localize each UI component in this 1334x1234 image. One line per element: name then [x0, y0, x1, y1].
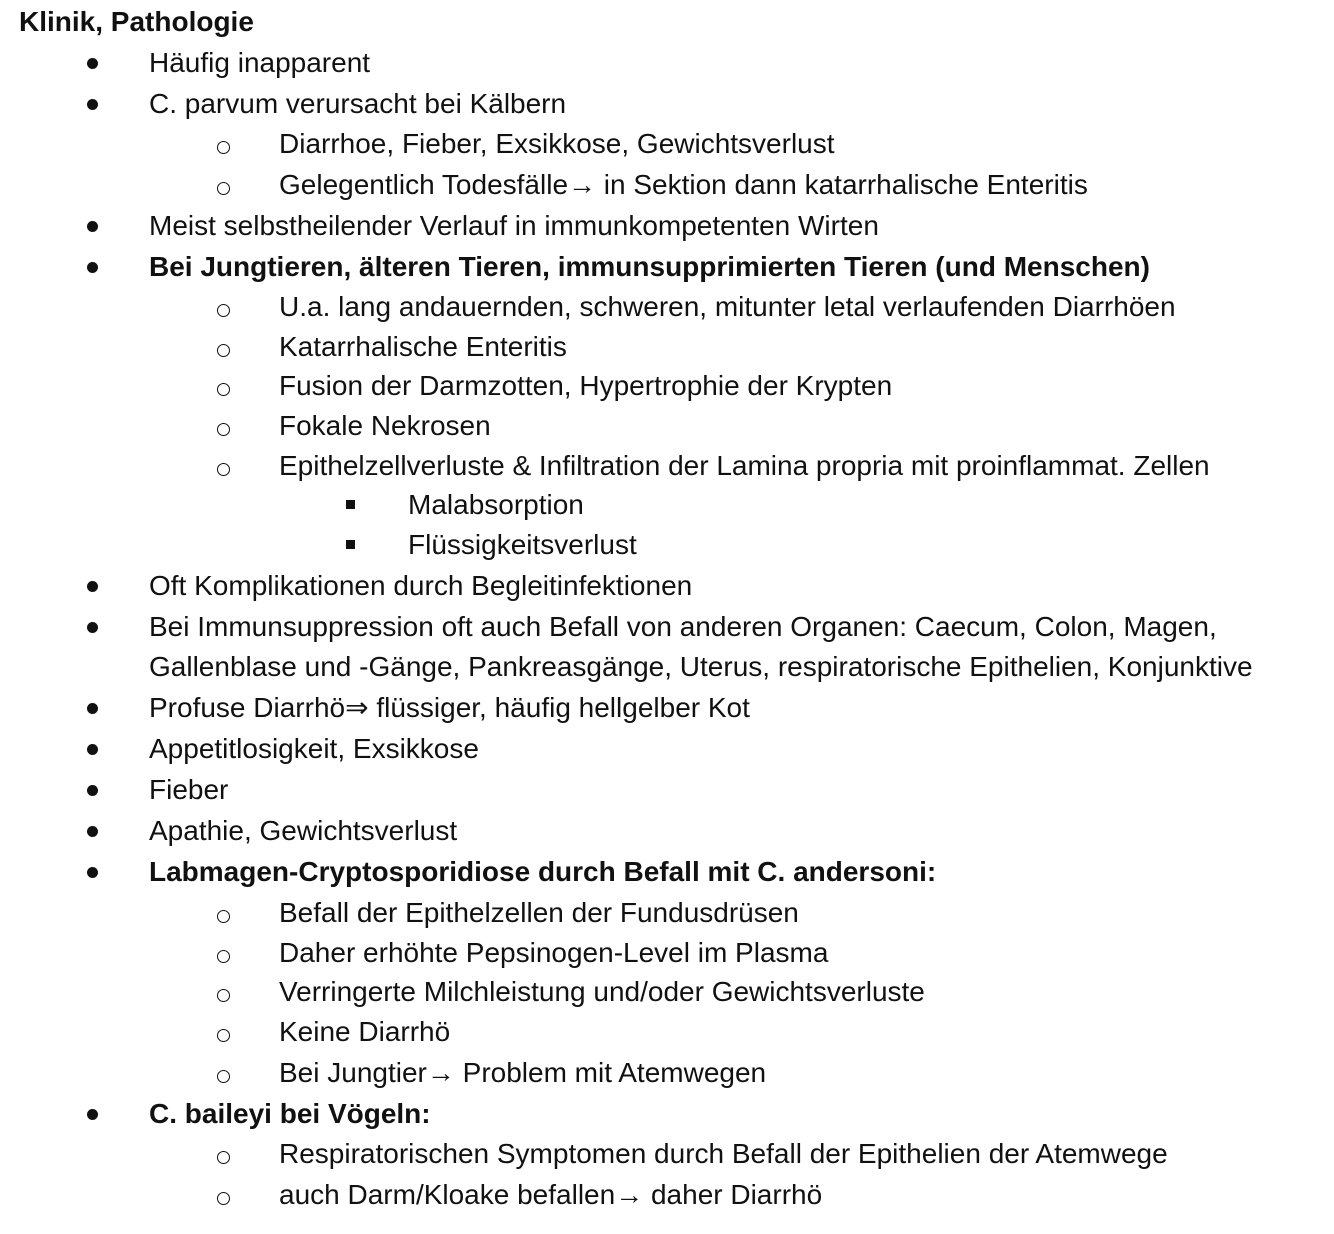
- list-item-text: Respiratorischen Symptomen durch Befall der Epithelien der Atemwege: [279, 1138, 1168, 1169]
- bullet-dot-icon: [83, 566, 103, 606]
- bullet-dot-icon: [83, 852, 103, 892]
- bullet-circle-icon: [214, 366, 234, 406]
- bullet-dot-icon: [83, 1094, 103, 1134]
- bullet-circle-icon: [214, 287, 234, 327]
- bullet-dot-icon: [83, 729, 103, 769]
- list-item-text: Profuse Diarrhö⇒ flüssiger, häufig hellgelber Kot: [149, 692, 750, 723]
- list-item-text: Daher erhöhte Pepsinogen-Level im Plasma: [279, 937, 829, 968]
- bullet-circle-icon: [214, 1175, 234, 1215]
- bullet-dot-icon: [83, 84, 103, 124]
- bullet-circle-icon: [214, 972, 234, 1012]
- bullet-dot-icon: [83, 607, 103, 647]
- bullet-circle-icon: [214, 1053, 234, 1093]
- list-item-text: Bei Immunsuppression oft auch Befall von anderen Organen: Caecum, Colon, Magen,: [149, 611, 1217, 642]
- bullet-circle-icon: [214, 893, 234, 933]
- page-title: Klinik, Pathologie: [19, 6, 254, 37]
- list-item-text: auch Darm/Kloake befallen→ daher Diarrhö: [279, 1179, 823, 1210]
- list-item-text: C. baileyi bei Vögeln:: [149, 1098, 431, 1129]
- list-item-text: Fieber: [149, 774, 229, 805]
- list-item-text: Diarrhoe, Fieber, Exsikkose, Gewichtsverlust: [279, 128, 835, 159]
- bullet-dot-icon: [83, 811, 103, 851]
- bullet-circle-icon: [214, 327, 234, 367]
- bullet-dot-icon: [83, 206, 103, 246]
- bullet-dot-icon: [83, 247, 103, 287]
- bullet-circle-icon: [214, 933, 234, 973]
- list-item-text: Epithelzellverluste & Infiltration der Lamina propria mit proinflammat. Zellen: [279, 450, 1210, 481]
- bullet-circle-icon: [214, 446, 234, 486]
- list-item-text: C. parvum verursacht bei Kälbern: [149, 88, 567, 119]
- list-item-text: Bei Jungtier→ Problem mit Atemwegen: [279, 1057, 767, 1088]
- bullet-dot-icon: [83, 770, 103, 810]
- bullet-square-icon: [342, 485, 362, 525]
- list-item-text: Gelegentlich Todesfälle→ in Sektion dann katarrhalische Enteritis: [279, 169, 1088, 200]
- list-item-text: Oft Komplikationen durch Begleitinfektionen: [149, 570, 693, 601]
- list-item-text: Gallenblase und -Gänge, Pankreasgänge, Uterus, respiratorische Epithelien, Konjunktive: [149, 651, 1253, 682]
- list-item-text: Labmagen-Cryptosporidiose durch Befall mit C. andersoni:: [149, 856, 937, 887]
- list-item-text: Malabsorption: [408, 489, 584, 520]
- bullet-circle-icon: [214, 1012, 234, 1052]
- bullet-dot-icon: [83, 43, 103, 83]
- list-item-text: Befall der Epithelzellen der Fundusdrüsen: [279, 897, 799, 928]
- bullet-circle-icon: [214, 124, 234, 164]
- bullet-dot-icon: [83, 688, 103, 728]
- list-item-text: Apathie, Gewichtsverlust: [149, 815, 458, 846]
- bullet-circle-icon: [214, 406, 234, 446]
- list-item-text: Keine Diarrhö: [279, 1016, 451, 1047]
- list-item-text: Appetitlosigkeit, Exsikkose: [149, 733, 479, 764]
- list-item-text: Verringerte Milchleistung und/oder Gewichtsverluste: [279, 976, 925, 1007]
- list-item-text: Fokale Nekrosen: [279, 410, 491, 441]
- bullet-circle-icon: [214, 1134, 234, 1174]
- bullet-circle-icon: [214, 165, 234, 205]
- list-item-text: Flüssigkeitsverlust: [408, 529, 637, 560]
- bullet-square-icon: [342, 525, 362, 565]
- list-item-text: Fusion der Darmzotten, Hypertrophie der Krypten: [279, 370, 893, 401]
- list-item-text: Häufig inapparent: [149, 47, 371, 78]
- list-item-text: U.a. lang andauernden, schweren, mitunter letal verlaufenden Diarrhöen: [279, 291, 1176, 322]
- list-item-text: Bei Jungtieren, älteren Tieren, immunsupprimierten Tieren (und Menschen): [149, 251, 1150, 282]
- list-item-text: Katarrhalische Enteritis: [279, 331, 567, 362]
- list-item-text: Meist selbstheilender Verlauf in immunkompetenten Wirten: [149, 210, 879, 241]
